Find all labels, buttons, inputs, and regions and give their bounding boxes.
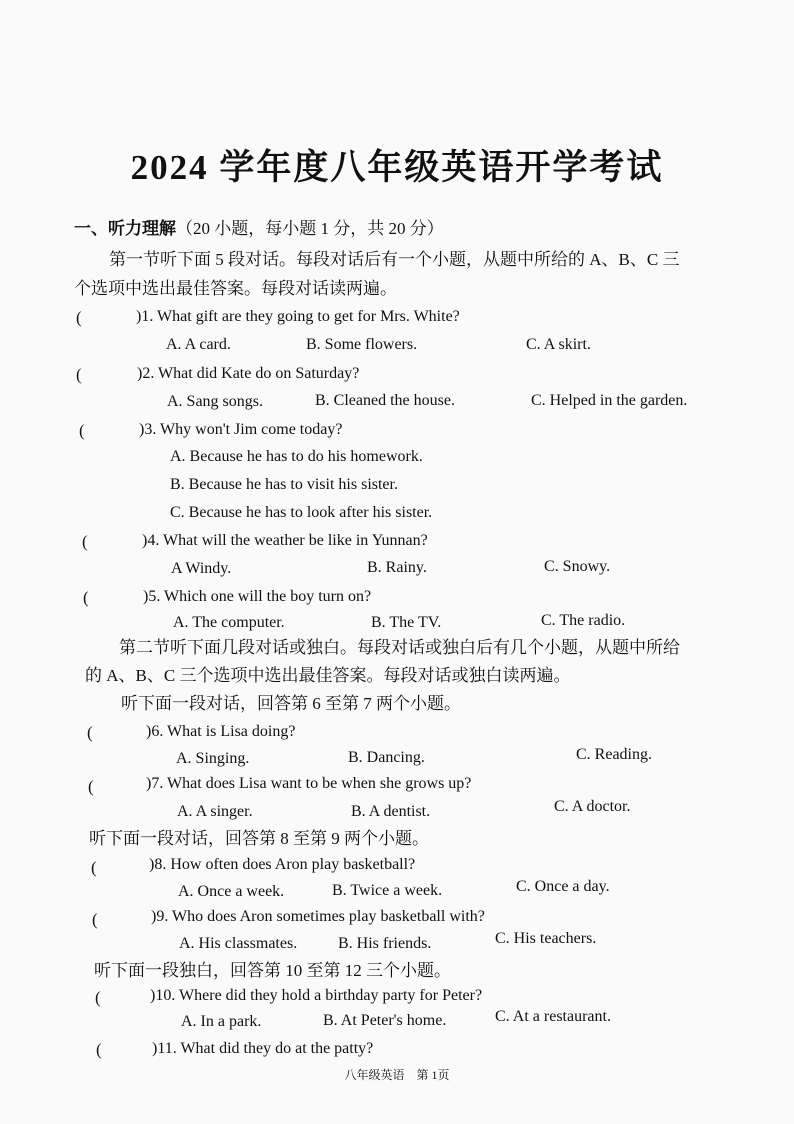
- answer-bracket[interactable]: (: [79, 421, 85, 440]
- answer-bracket[interactable]: (: [92, 910, 98, 929]
- q1-option-b: B. Some flowers.: [306, 336, 418, 353]
- answer-bracket[interactable]: (: [91, 858, 97, 877]
- q10-option-b: B. At Peter's home.: [323, 1012, 447, 1029]
- group-note-q6-7: 听下面一段对话，回答第 6 至第 7 两个小题。: [121, 694, 461, 713]
- section-heading: [74, 218, 444, 240]
- group-note-q8-9: 听下面一段对话，回答第 8 至第 9 两个小题。: [89, 829, 429, 848]
- q4-option-b: B. Rainy.: [367, 559, 427, 576]
- q4-option-a: A Windy.: [171, 560, 232, 577]
- answer-bracket[interactable]: (: [96, 1040, 102, 1059]
- q4-option-c: C. Snowy.: [544, 558, 611, 575]
- q8-option-c: C. Once a day.: [516, 878, 610, 895]
- q5-option-c: C. The radio.: [541, 612, 626, 629]
- part1-instructions-line1: 第一节听下面 5 段对话。每段对话后有一个小题，从题中所给的 A、B、C 三: [109, 250, 680, 269]
- q7-option-a: A. A singer.: [177, 803, 253, 820]
- section-heading-label: 一、听力理解: [74, 219, 176, 238]
- question-10: )10. Where did they hold a birthday party for Peter?: [150, 987, 483, 1004]
- q1-option-a: A. A card.: [166, 336, 231, 353]
- part1-instructions-line2: 个选项中选出最佳答案。每段对话读两遍。: [74, 279, 397, 298]
- q8-option-a: A. Once a week.: [178, 883, 285, 900]
- answer-bracket[interactable]: (: [76, 308, 82, 327]
- answer-bracket[interactable]: (: [82, 532, 88, 551]
- question-11: )11. What did they do at the patty?: [152, 1040, 374, 1057]
- question-6: )6. What is Lisa doing?: [146, 723, 296, 740]
- question-4: )4. What will the weather be like in Yunnan?: [142, 532, 428, 549]
- q9-option-b: B. His friends.: [338, 935, 432, 952]
- question-1: )1. What gift are they going to get for Mrs. White?: [136, 308, 460, 325]
- q10-option-c: C. At a restaurant.: [495, 1008, 611, 1025]
- q6-option-a: A. Singing.: [176, 750, 250, 767]
- q3-option-b: B. Because he has to visit his sister.: [170, 476, 398, 493]
- answer-bracket[interactable]: (: [88, 777, 94, 796]
- answer-bracket[interactable]: (: [87, 723, 93, 742]
- q8-option-b: B. Twice a week.: [332, 882, 443, 899]
- question-8: )8. How often does Aron play basketball?: [149, 856, 416, 873]
- section-heading-note: （20 小题，每小题 1 分，共 20 分）: [176, 219, 444, 238]
- answer-bracket[interactable]: (: [83, 588, 89, 607]
- q5-option-b: B. The TV.: [371, 614, 442, 631]
- answer-bracket[interactable]: (: [76, 365, 82, 384]
- exam-title: 2024 学年度八年级英语开学考试: [130, 148, 664, 187]
- question-7: )7. What does Lisa want to be when she grows up?: [146, 775, 472, 792]
- q7-option-b: B. A dentist.: [351, 803, 431, 820]
- q2-option-b: B. Cleaned the house.: [315, 392, 455, 409]
- q9-option-a: A. His classmates.: [179, 935, 298, 952]
- q7-option-c: C. A doctor.: [554, 798, 631, 815]
- answer-bracket[interactable]: (: [95, 988, 101, 1007]
- q2-option-a: A. Sang songs.: [167, 393, 264, 410]
- q6-option-b: B. Dancing.: [348, 749, 425, 766]
- question-3: )3. Why won't Jim come today?: [139, 421, 343, 438]
- q1-option-c: C. A skirt.: [526, 336, 591, 353]
- q9-option-c: C. His teachers.: [495, 930, 597, 947]
- question-2: )2. What did Kate do on Saturday?: [137, 365, 360, 382]
- q2-option-c: C. Helped in the garden.: [531, 392, 688, 409]
- part2-instructions-line1: 第二节听下面几段对话或独白。每段对话或独白后有几个小题，从题中所给: [119, 638, 680, 657]
- part2-instructions-line2: 的 A、B、C 三个选项中选出最佳答案。每段对话或独白读两遍。: [85, 666, 571, 685]
- question-5: )5. Which one will the boy turn on?: [143, 588, 372, 605]
- page-footer: 八年级英语 第 1页: [344, 1068, 450, 1082]
- q3-option-c: C. Because he has to look after his sister.: [170, 504, 433, 521]
- question-9: )9. Who does Aron sometimes play basketball with?: [151, 908, 485, 925]
- q3-option-a: A. Because he has to do his homework.: [170, 448, 423, 465]
- group-note-q10-12: 听下面一段独白，回答第 10 至第 12 三个小题。: [94, 961, 451, 980]
- q6-option-c: C. Reading.: [576, 746, 652, 763]
- q10-option-a: A. In a park.: [181, 1013, 262, 1030]
- q5-option-a: A. The computer.: [173, 614, 285, 631]
